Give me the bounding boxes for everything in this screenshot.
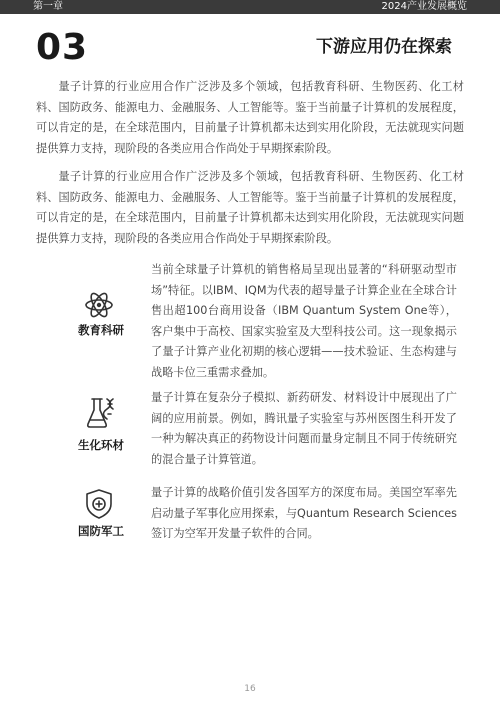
application-label: 生化环材 (78, 438, 124, 452)
application-label: 教育科研 (78, 323, 124, 337)
application-label: 国防军工 (78, 524, 124, 538)
page-number: 16 (244, 684, 256, 694)
application-description: 量子计算在复杂分子模拟、新药研发、材料设计中展现出了广阔的应用前景。例如，腾讯量子实验室与苏州医图生科开发了一种为解决真正的药物设计问题而量身定制且不同于传统研究的混合量子计算管道。 (151, 391, 457, 466)
report-title: 2024产业发展概览 (381, 1, 467, 12)
intro-paragraph-1: 量子计算的行业应用合作广泛涉及多个领域，包括教育科研、生物医药、化工材料、国防政务、能源电力、金融服务、人工智能等。鉴于当前量子计算机的发展程度，可以肯定的是，在全球范围内，目前量子计算机都未达到实用化阶段，无法就现实问题提供算力支持，现阶段的各类应用合作尚处于早期探索阶段。 (36, 80, 464, 155)
running-header (0, 0, 500, 14)
section-title: 下游应用仍在探索 (316, 37, 452, 57)
intro-paragraph-2: 量子计算的行业应用合作广泛涉及多个领域，包括教育科研、生物医药、化工材料、国防政务、能源电力、金融服务、人工智能等。鉴于当前量子计算机的发展程度，可以肯定的是，在全球范围内，目前量子计算机都未达到实用化阶段，无法就现实问题提供算力支持，现阶段的各类应用合作尚处于早期探索阶段。 (36, 170, 464, 245)
lab-flask-dna-icon (84, 396, 114, 426)
application-description: 当前全球量子计算机的销售格局呈现出显著的“科研驱动型市场”特征。以IBM、IQM为代表的超导量子计算企业在全球合计售出超100台商用设备（IBM Quantum System One等），客户集中于高校、国家实验室及大型科技公司。这一现象揭示了量子计算产业化初期的核心逻辑——技术验证、生态构建与战略卡位三重需求叠加。 (151, 263, 457, 379)
atom-icon (84, 290, 114, 320)
section-number: 03 (36, 27, 89, 68)
application-description: 量子计算的战略价值引发各国军方的深度布局。美国空军率先启动量子军事化应用探索，与Quantum Research Sciences签订为空军开发量子软件的合同。 (151, 486, 457, 540)
shield-cross-icon (84, 488, 114, 518)
chapter-label: 第一章 (33, 1, 63, 12)
